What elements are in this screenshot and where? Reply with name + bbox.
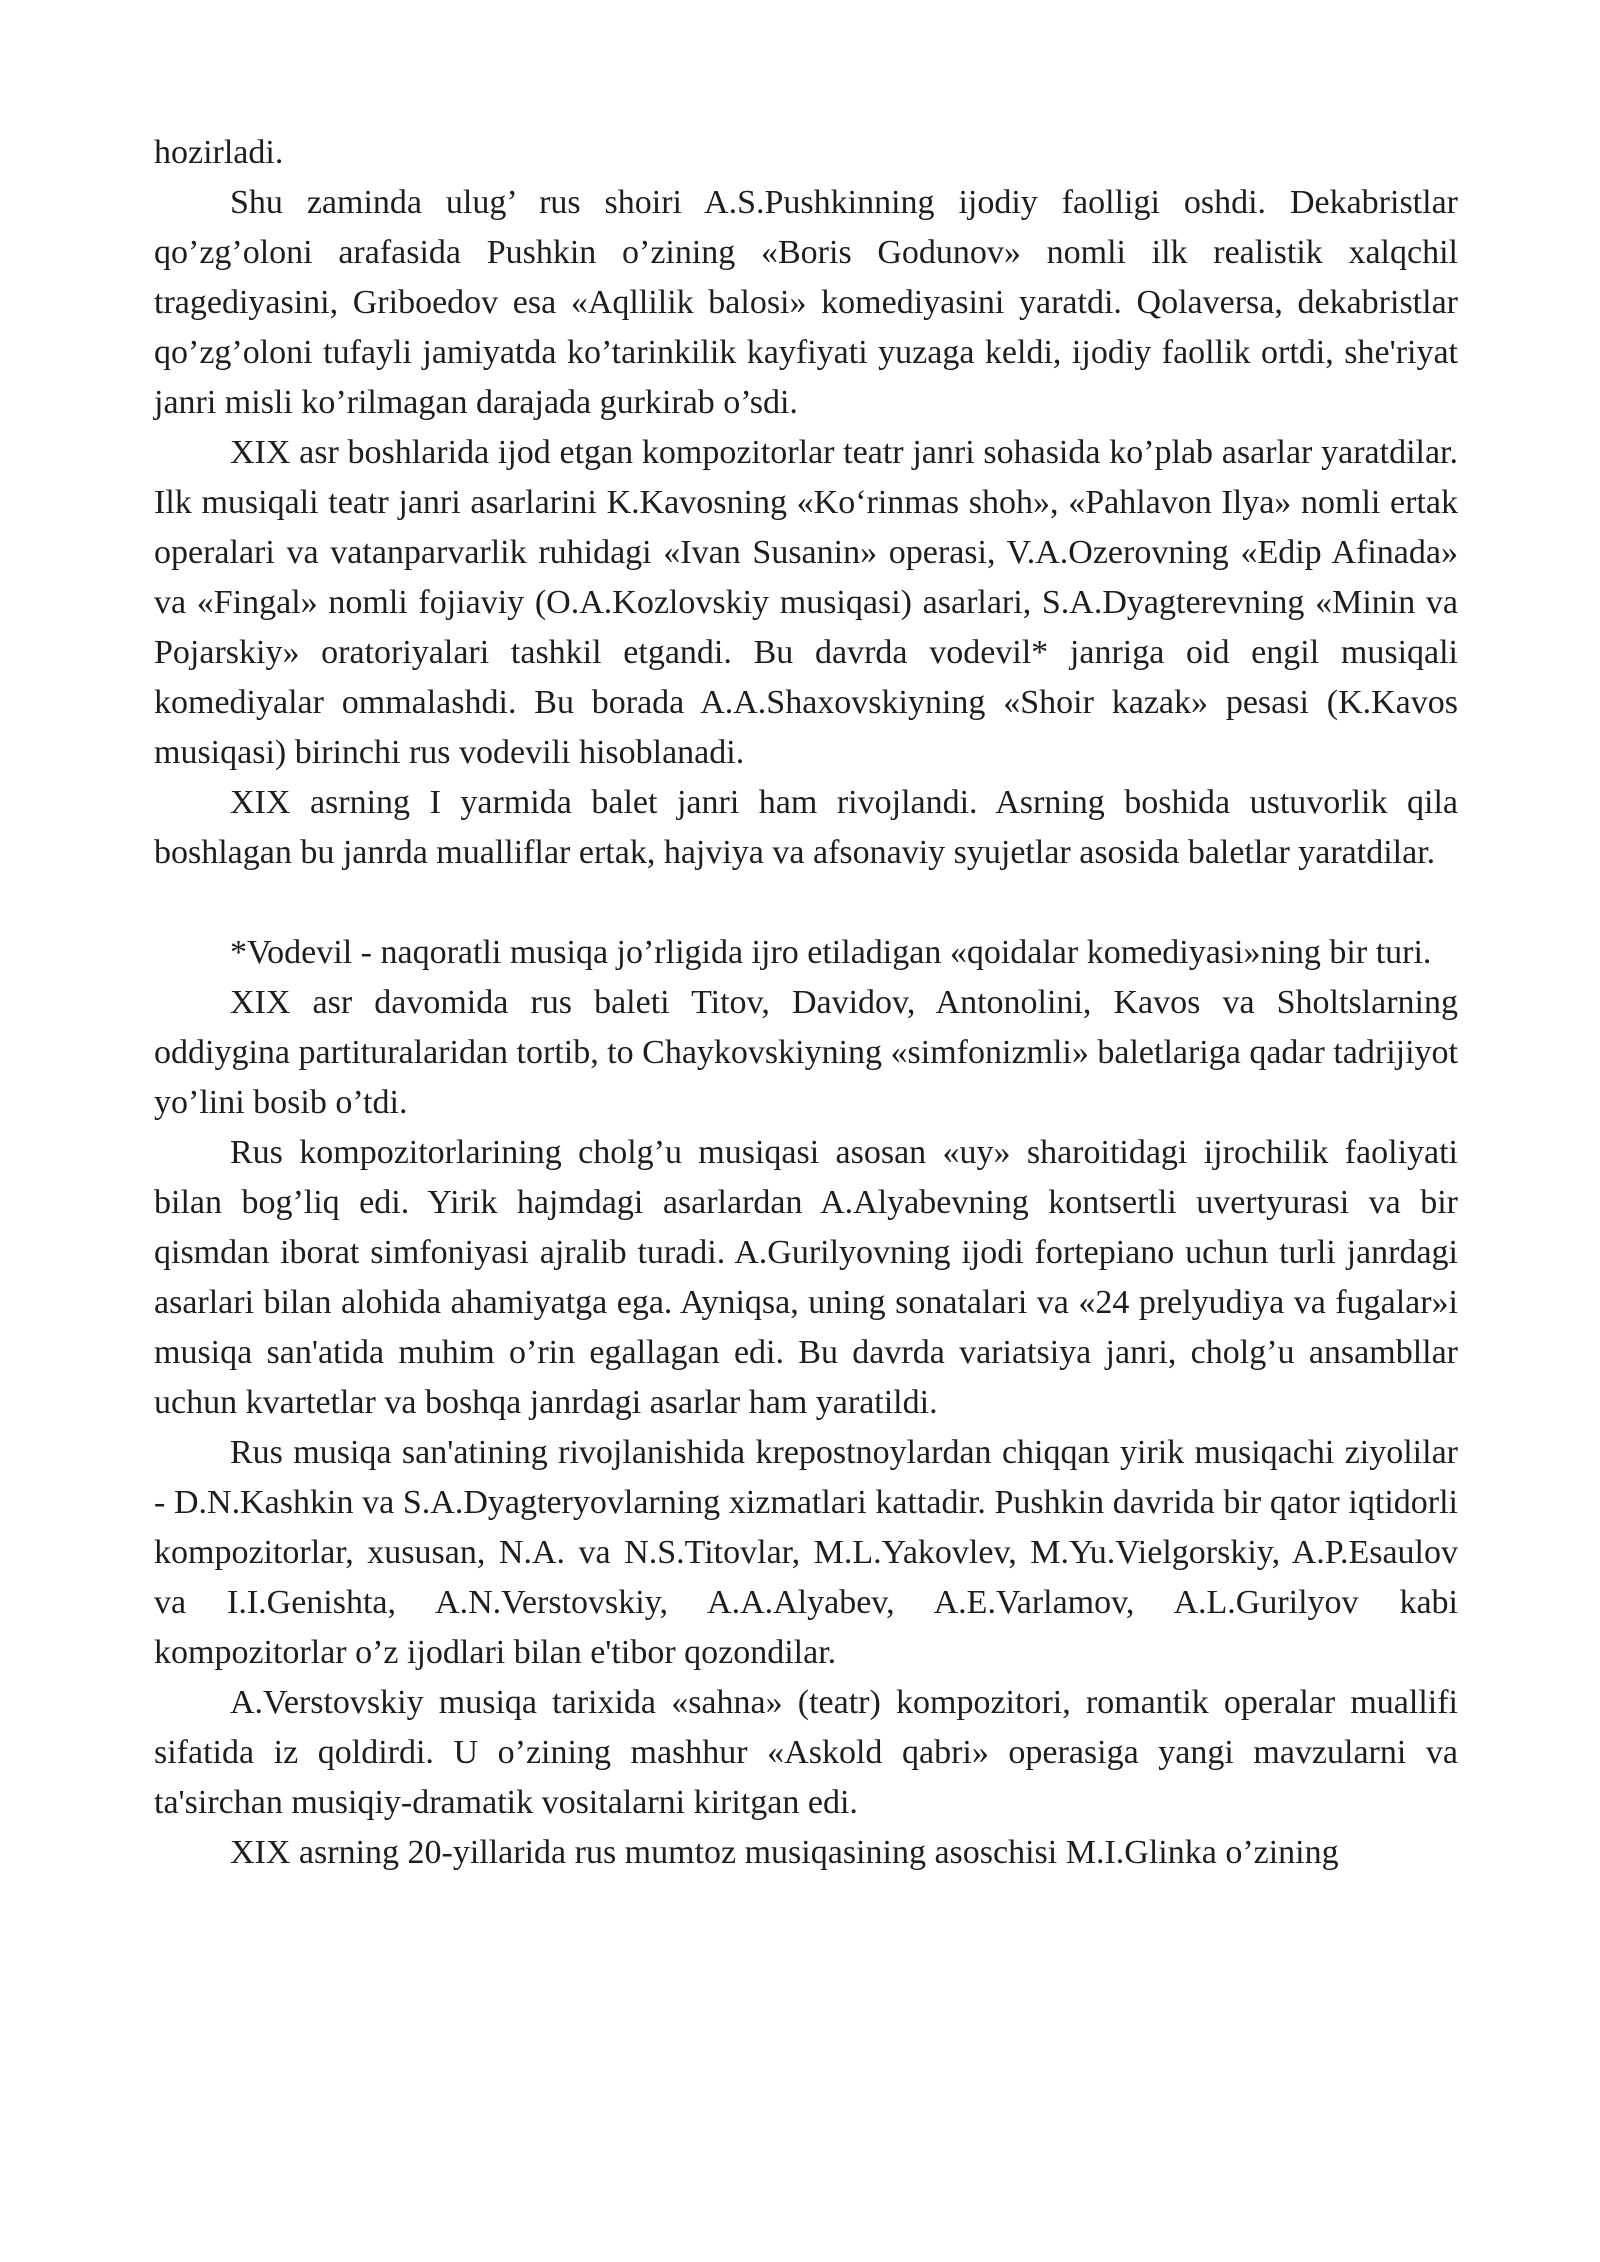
paragraph-cholgu-musiqasi: Rus kompozitorlarining cholg’u musiqasi asosan «uy» sharoitidagi ijrochilik faoliyati bilan bog’liq edi. Yirik hajmdagi asarlardan A.Alyabevning kontsertli uvertyurasi va bir qismdan iborat simfoniyasi ajralib turadi. A.Gurilyovning ijodi fortepiano uchun turli janrdagi asarlari bilan alohida ahamiyatga ega. Ayniqsa, uning sonatalari va «24 prelyudiya va fugalar»i musiqa san'atida muhim o’rin egallagan edi. Bu davrda variatsiya janri, cholg’u ansambllar uchun kvartetlar va boshqa janrdagi asarlar ham yaratildi. [154,1134,1458,1421]
footnote-vodevil: *Vodevil - naqoratli musiqa jo’rligida ijro etiladigan «qoidalar komediyasi»ning bir turi. [230,934,1432,971]
document-page [154,128,1458,1878]
paragraph-balet-janri: XIX asrning I yarmida balet janri ham rivojlandi. Asrning boshida ustuvorlik qila boshlagan bu janrda mualliflar ertak, hajviya va afsonaviy syujetlar asosida baletlar yaratdilar. [154,784,1458,871]
paragraph-verstovskiy: A.Verstovskiy musiqa tarixida «sahna» (teatr) kompozitori, romantik operalar muallifi sifatida iz qoldirdi. U o’zining mashhur «Askold qabri» operasiga yangi mavzularni va ta'sirchan musiqiy-dramatik vositalarni kiritgan edi. [154,1684,1458,1821]
paragraph-kompozitorlar: Rus musiqa san'atining rivojlanishida krepostnoylardan chiqqan yirik musiqachi ziyolilar - D.N.Kashkin va S.A.Dyagteryovlarning xizmatlari kattadir. Pushkin davrida bir qator iqtidorli kompozitorlar, xususan, N.A. va N.S.Titovlar, M.L.Yakovlev, M.Yu.Vielgorskiy, A.P.Esaulov va I.I.Genishta, A.N.Verstovskiy, A.A.Alyabev, A.E.Varlamov, A.L.Gurilyov kabi kompozitorlar o’z ijodlari bilan e'tibor qozondilar. [154,1434,1458,1671]
paragraph-glinka: XIX asrning 20-yillarida rus mumtoz musiqasining asoschisi M.I.Glinka o’zining [230,1834,1339,1871]
paragraph-rus-baleti: XIX asr davomida rus baleti Titov, Davidov, Antonolini, Kavos va Sholtslarning oddiygina partituralaridan tortib, to Chaykovskiyning «simfonizmli» baletlariga qadar tadrijiyot yo’lini bosib o’tdi. [154,984,1458,1121]
paragraph-continuation: hozirladi. [154,134,284,171]
paragraph-pushkin: Shu zaminda ulug’ rus shoiri A.S.Pushkinning ijodiy faolligi oshdi. Dekabristlar qo’zg’oloni arafasida Pushkin o’zining «Boris Godunov» nomli ilk realistik xalqchil tragediyasini, Griboedov esa «Aqllilik balosi» komediyasini yaratdi. Qolaversa, dekabristlar qo’zg’oloni tufayli jamiyatda ko’tarinkilik kayfiyati yuzaga keldi, ijodiy faollik ortdi, she'riyat janri misli ko’rilmagan darajada gurkirab o’sdi. [154,184,1458,421]
paragraph-teatr-janri: XIX asr boshlarida ijod etgan kompozitorlar teatr janri sohasida ko’plab asarlar yaratdilar. Ilk musiqali teatr janri asarlarini K.Kavosning «Ko‘rinmas shoh», «Pahlavon Ilya» nomli ertak operalari va vatanparvarlik ruhidagi «Ivan Susanin» operasi, V.A.Ozerovning «Edip Afinada» va «Fingal» nomli fojiaviy (O.A.Kozlovskiy musiqasi) asarlari, S.A.Dyagterevning «Minin va Pojarskiy» oratoriyalari tashkil etgandi. Bu davrda vodevil* janriga oid engil musiqali komediyalar ommalashdi. Bu borada A.A.Shaxovskiyning «Shoir kazak» pesasi (K.Kavos musiqasi) birinchi rus vodevili hisoblanadi. [154,434,1458,771]
